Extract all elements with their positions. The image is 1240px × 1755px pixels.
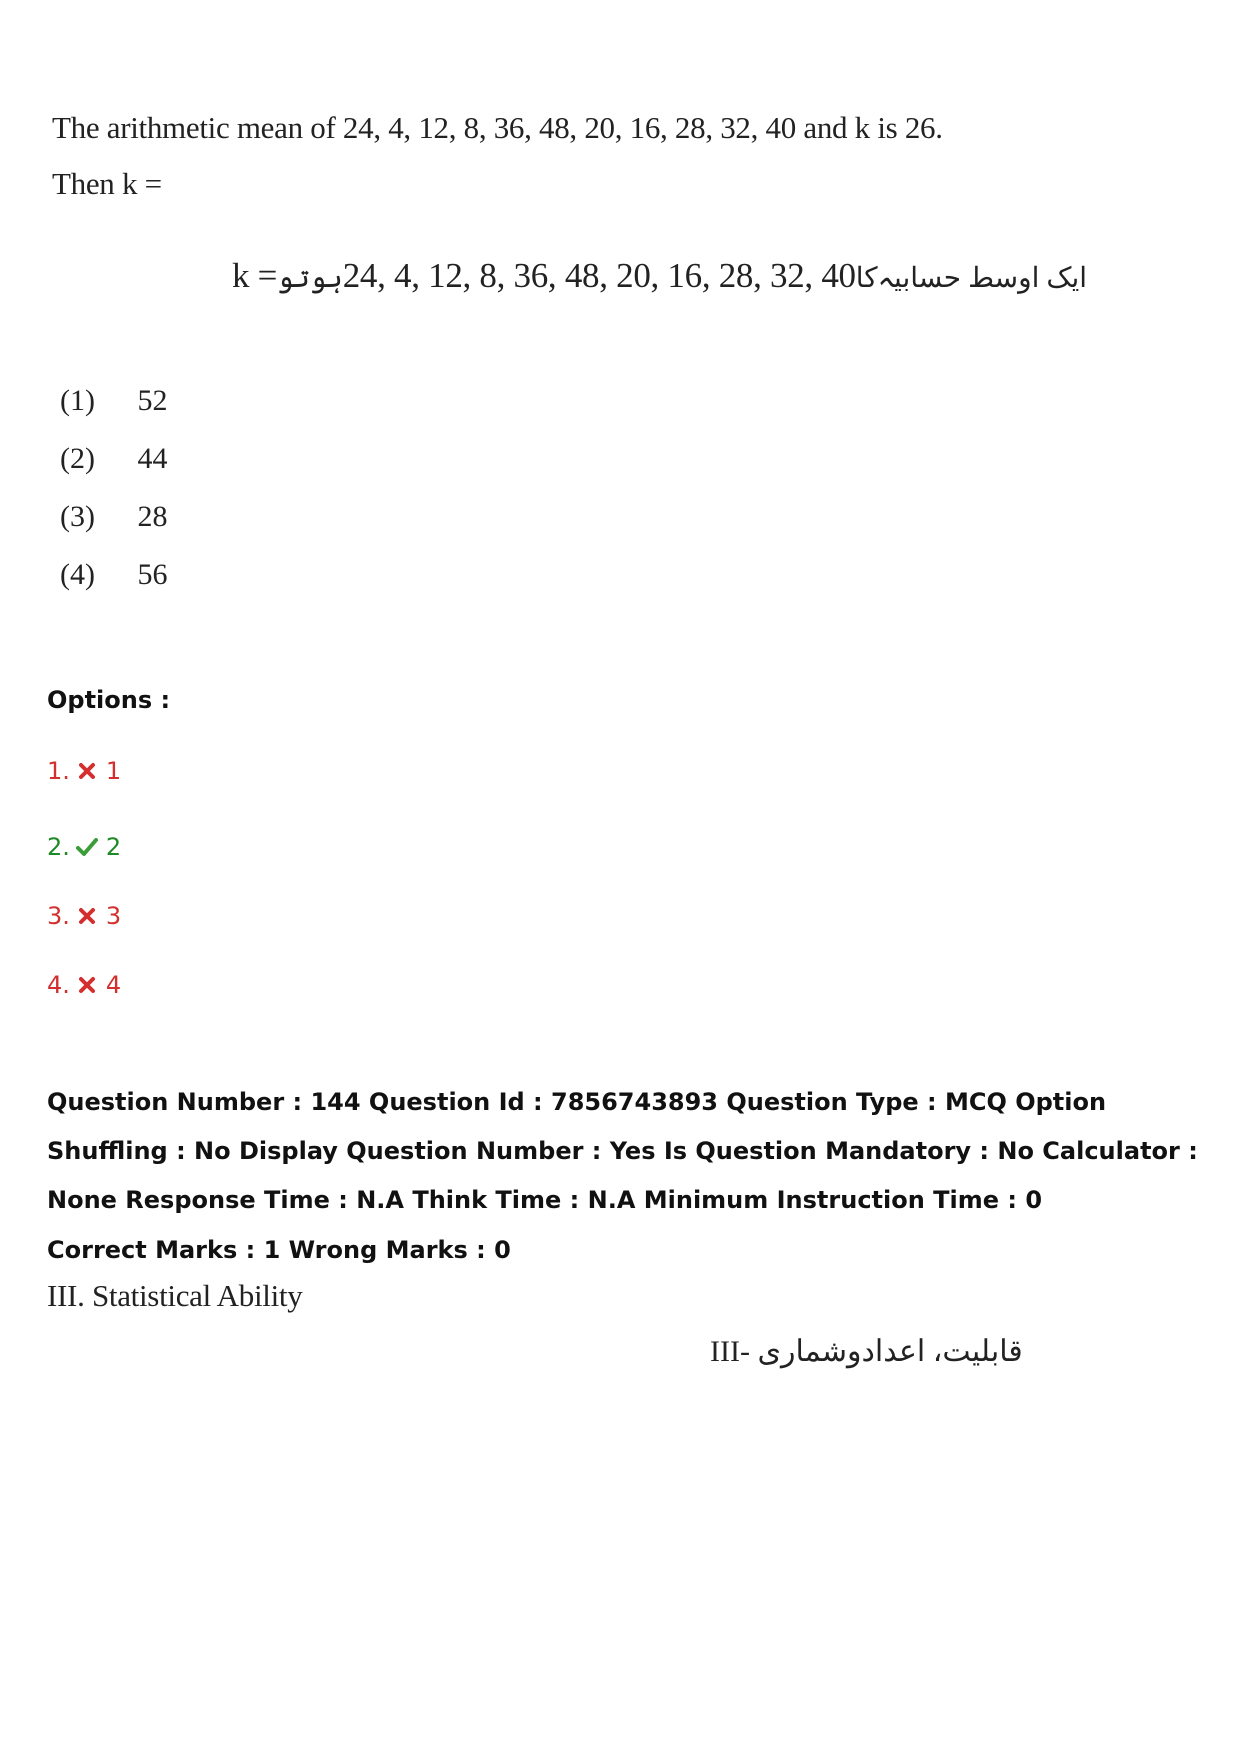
choice-value: 28	[137, 500, 168, 533]
cross-icon	[76, 974, 98, 996]
choice-number: (4)	[60, 558, 95, 591]
option-row-4	[47, 971, 121, 999]
check-icon	[76, 836, 98, 858]
option-index: 1.	[47, 757, 70, 785]
urdu-numbers: 24, 4, 12, 8, 36, 48, 20, 16, 28, 32, 40	[342, 256, 856, 295]
urdu-tail: ایک اوسط حسابیہ	[877, 263, 1088, 294]
choice-number: (1)	[60, 384, 95, 417]
question-urdu-line	[232, 256, 1087, 296]
question-text-line2: Then k =	[52, 166, 162, 201]
option-index: 2.	[47, 833, 70, 861]
choice-item	[60, 442, 168, 476]
option-label: 2	[105, 833, 122, 861]
option-row-2	[47, 833, 121, 861]
section-heading-urdu: III- قابلیت، اعدادوشماری	[710, 1335, 1023, 1368]
choice-item	[60, 384, 168, 418]
option-index: 4.	[47, 971, 70, 999]
option-label: 4	[105, 971, 122, 999]
option-row-3	[47, 902, 121, 930]
cross-icon	[76, 905, 98, 927]
option-row-1	[47, 757, 121, 785]
choice-value: 44	[137, 442, 168, 475]
choice-item	[60, 500, 168, 534]
question-metadata: Question Number : 144 Question Id : 7856743893 Question Type : MCQ Option Shuffling : No Display Question Number : Yes Is Question Mandatory : No Calculator : None Response Time : N.A Think Time : N.A Minimum Instruction Time : 0	[47, 1088, 1198, 1214]
urdu-lead: کا	[855, 263, 878, 294]
choice-value: 56	[137, 558, 168, 591]
choice-value: 52	[137, 384, 168, 417]
marks-info: Correct Marks : 1 Wrong Marks : 0	[47, 1236, 511, 1264]
section-heading: III. Statistical Ability	[47, 1278, 303, 1313]
urdu-prefix: k =	[232, 256, 278, 295]
option-label: 3	[105, 902, 122, 930]
option-label: 1	[105, 757, 122, 785]
urdu-suffix: ہوتو	[277, 263, 343, 294]
cross-icon	[76, 760, 98, 782]
option-index: 3.	[47, 902, 70, 930]
options-heading: Options :	[47, 686, 171, 714]
choice-number: (3)	[60, 500, 95, 533]
choice-item	[60, 558, 168, 592]
choice-number: (2)	[60, 442, 95, 475]
question-text-line1: The arithmetic mean of 24, 4, 12, 8, 36, 48, 20, 16, 28, 32, 40 and k is 26.	[52, 110, 943, 145]
